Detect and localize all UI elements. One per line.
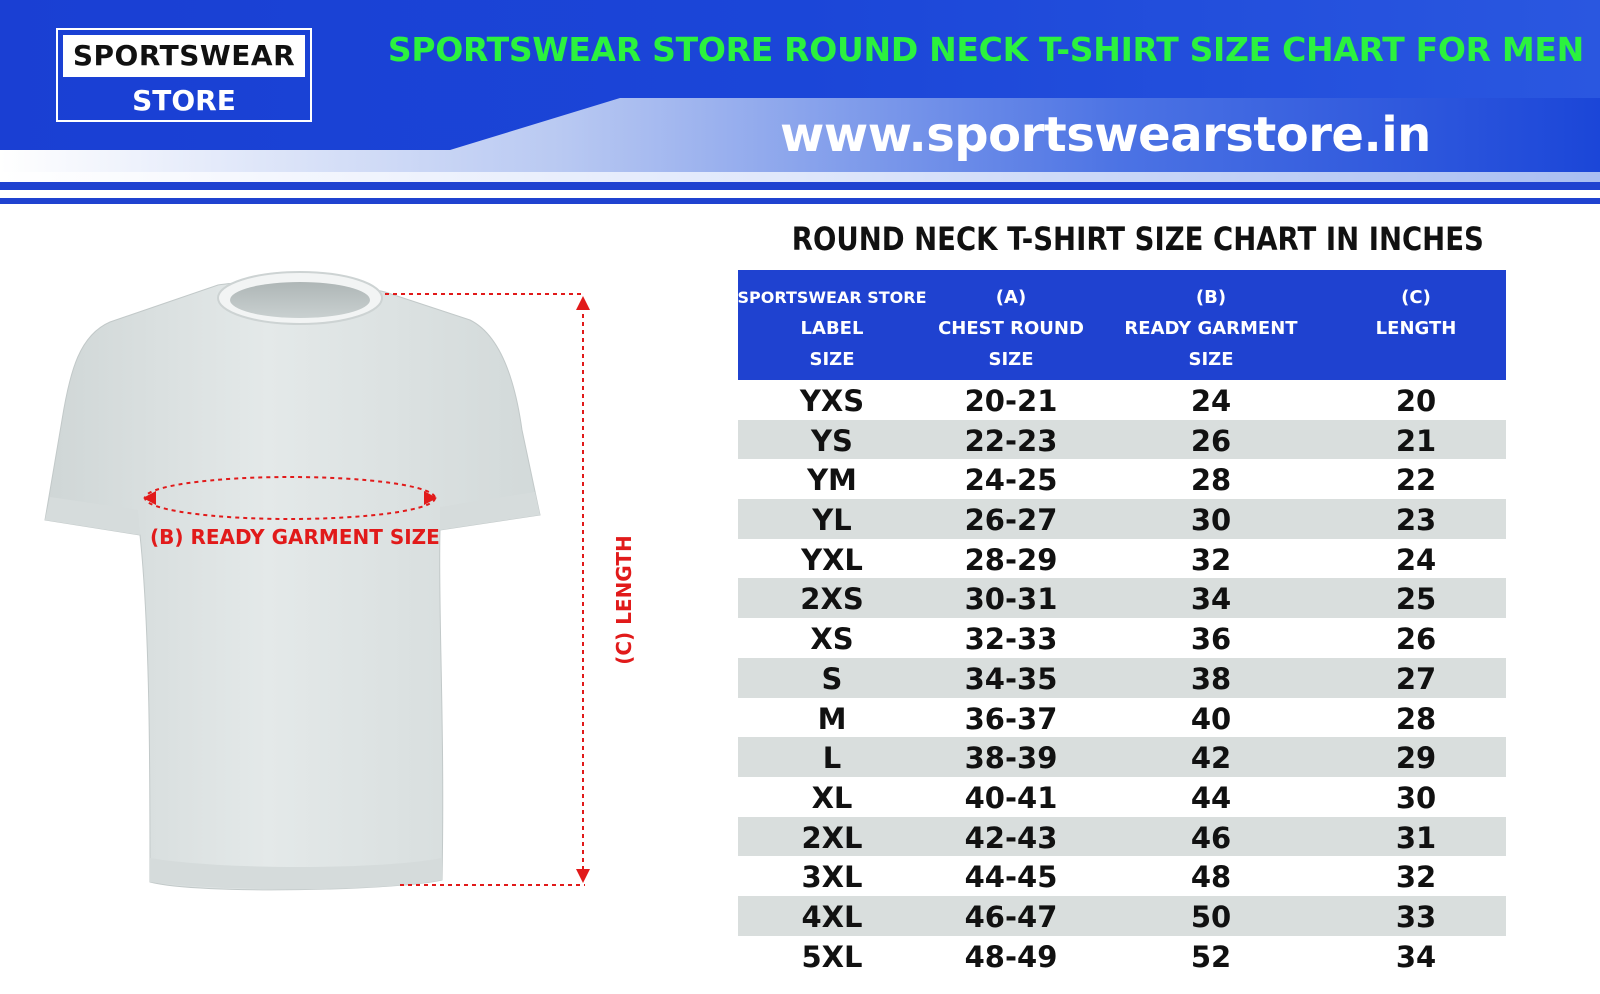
shirt-body xyxy=(45,282,540,890)
ready-garment-cell: 30 xyxy=(1190,503,1232,538)
length-cell: 33 xyxy=(1395,899,1437,934)
label-size-cell: 2XS xyxy=(800,582,864,617)
length-cell: 22 xyxy=(1395,463,1437,498)
chest-round-cell: 42-43 xyxy=(964,820,1058,855)
ready-garment-cell: 28 xyxy=(1190,463,1232,498)
table-row xyxy=(738,737,1506,777)
table-row xyxy=(738,936,1506,976)
table-row xyxy=(738,578,1506,618)
label-size-cell: L xyxy=(822,741,842,776)
length-cell: 34 xyxy=(1395,939,1437,974)
chest-round-cell: 24-25 xyxy=(964,463,1058,498)
chest-round-cell: 48-49 xyxy=(964,939,1058,974)
label-size-cell: M xyxy=(817,701,847,736)
length-cell: 28 xyxy=(1395,701,1437,736)
header-text: (A) xyxy=(995,287,1027,308)
chest-round-cell: 30-31 xyxy=(964,582,1058,617)
header-label-size xyxy=(738,270,926,380)
header-text: SPORTSWEAR STORE xyxy=(737,288,927,307)
table-row xyxy=(738,618,1506,658)
header-length xyxy=(1326,270,1506,380)
label-size-cell: 2XL xyxy=(801,820,863,855)
ready-garment-cell: 52 xyxy=(1190,939,1232,974)
label-size-cell: S xyxy=(821,661,843,696)
label-size-cell: YM xyxy=(807,463,857,498)
chest-round-cell: 44-45 xyxy=(964,860,1058,895)
chest-round-cell: 32-33 xyxy=(964,622,1058,657)
label-size-cell: XS xyxy=(810,622,854,657)
header-text: SIZE xyxy=(1188,349,1234,370)
table-row xyxy=(738,777,1506,817)
ready-garment-cell: 46 xyxy=(1190,820,1232,855)
ready-garment-cell: 32 xyxy=(1190,542,1232,577)
label-size-cell: YL xyxy=(812,503,852,538)
ready-garment-cell: 50 xyxy=(1190,899,1232,934)
table-row xyxy=(738,420,1506,460)
length-cell: 27 xyxy=(1395,661,1437,696)
size-chart-title: ROUND NECK T-SHIRT SIZE CHART IN INCHES xyxy=(791,220,1484,258)
table-row xyxy=(738,658,1506,698)
length-cell: 32 xyxy=(1395,860,1437,895)
table-row xyxy=(738,539,1506,579)
chest-round-cell: 40-41 xyxy=(964,780,1058,815)
store-logo xyxy=(56,28,312,122)
length-arrow-bottom xyxy=(576,869,590,883)
label-size-cell: YS xyxy=(811,423,853,458)
header-text: CHEST ROUND xyxy=(938,318,1084,339)
header-text: LABEL xyxy=(800,318,864,339)
length-cell: 26 xyxy=(1395,622,1437,657)
length-arrow-top xyxy=(576,296,590,310)
ready-garment-cell: 38 xyxy=(1190,661,1232,696)
length-cell: 23 xyxy=(1395,503,1437,538)
chest-round-cell: 38-39 xyxy=(964,741,1058,776)
chest-round-cell: 28-29 xyxy=(964,542,1058,577)
ready-garment-size-label: (B) READY GARMENT SIZE xyxy=(150,525,440,549)
logo-text-bottom: STORE xyxy=(132,84,236,117)
length-cell: 20 xyxy=(1395,384,1437,418)
ready-garment-cell: 24 xyxy=(1190,384,1232,418)
ready-garment-cell: 40 xyxy=(1190,701,1232,736)
ready-garment-cell: 42 xyxy=(1190,741,1232,776)
logo-text-top: SPORTSWEAR xyxy=(63,35,305,77)
chest-round-cell: 46-47 xyxy=(964,899,1058,934)
table-row xyxy=(738,856,1506,896)
length-cell: 25 xyxy=(1395,582,1437,617)
header-text: READY GARMENT xyxy=(1124,318,1298,339)
length-label: (C) LENGTH xyxy=(612,535,636,665)
length-cell: 30 xyxy=(1395,780,1437,815)
website-url: www.sportswearstore.in xyxy=(780,107,1431,163)
chest-round-cell: 20-21 xyxy=(964,384,1058,418)
table-row xyxy=(738,698,1506,738)
length-cell: 21 xyxy=(1395,423,1437,458)
table-row xyxy=(738,896,1506,936)
page-title: SPORTSWEAR STORE ROUND NECK T-SHIRT SIZE CHART FOR MEN xyxy=(387,30,1584,69)
chest-round-cell: 22-23 xyxy=(964,423,1058,458)
table-row xyxy=(738,499,1506,539)
header-text: SIZE xyxy=(809,349,855,370)
header-ready-garment xyxy=(1096,270,1326,380)
label-size-cell: 5XL xyxy=(801,939,863,974)
ready-garment-cell: 44 xyxy=(1190,780,1232,815)
header-text: LENGTH xyxy=(1375,318,1457,339)
table-header-row xyxy=(738,270,1506,380)
label-size-cell: 4XL xyxy=(801,899,863,934)
header-text: (B) xyxy=(1195,287,1227,308)
size-chart-table xyxy=(738,270,1506,975)
table-row xyxy=(738,459,1506,499)
length-cell: 24 xyxy=(1395,542,1437,577)
ready-garment-cell: 36 xyxy=(1190,622,1232,657)
chest-round-cell: 36-37 xyxy=(964,701,1058,736)
label-size-cell: 3XL xyxy=(801,860,863,895)
header-banner xyxy=(0,0,1600,210)
neck-opening xyxy=(230,282,370,318)
label-size-cell: XL xyxy=(811,780,853,815)
label-size-cell: YXS xyxy=(799,384,865,418)
ready-garment-cell: 34 xyxy=(1190,582,1232,617)
label-size-cell: YXL xyxy=(801,542,863,577)
length-cell: 31 xyxy=(1395,820,1437,855)
table-row xyxy=(738,817,1506,857)
header-text: (C) xyxy=(1401,287,1431,308)
ready-garment-cell: 48 xyxy=(1190,860,1232,895)
chest-round-cell: 34-35 xyxy=(964,661,1058,696)
chest-round-cell: 26-27 xyxy=(964,503,1058,538)
table-body xyxy=(738,380,1506,975)
ready-garment-cell: 26 xyxy=(1190,423,1232,458)
header-text: SIZE xyxy=(988,349,1034,370)
header-chest-round xyxy=(926,270,1096,380)
table-row xyxy=(738,380,1506,420)
length-cell: 29 xyxy=(1395,741,1437,776)
